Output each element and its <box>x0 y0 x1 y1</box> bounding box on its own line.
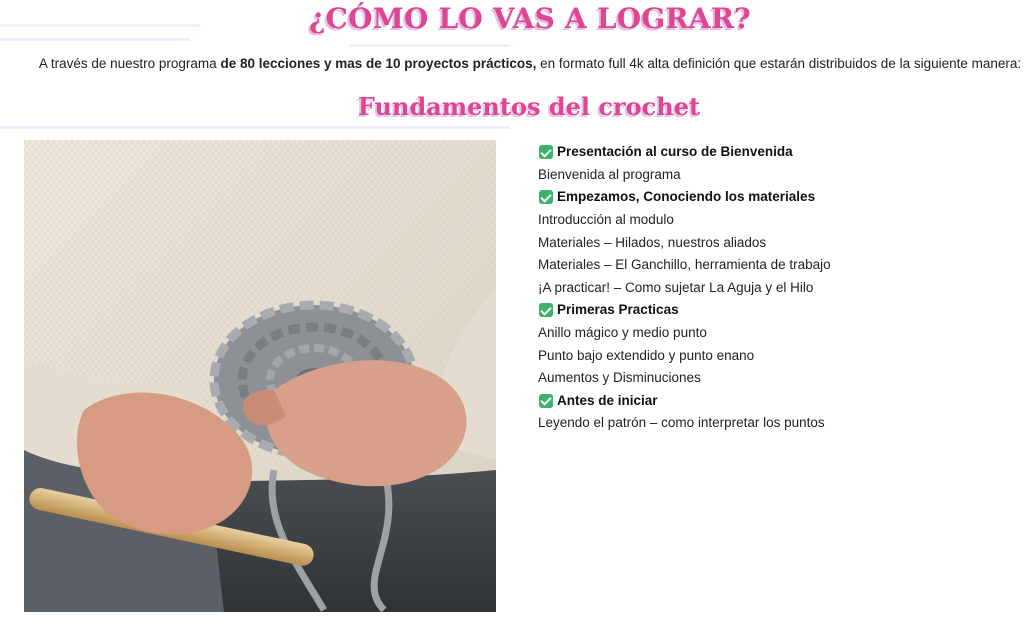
module-heading <box>538 186 1018 209</box>
lesson-item <box>538 322 1018 345</box>
lesson-item-label: ¡A practicar! – Como sujetar La Aguja y el Hilo <box>538 279 814 295</box>
check-box-icon <box>539 303 553 317</box>
module-heading-label: Empezamos, Conociendo los materiales <box>557 189 816 205</box>
intro-text-start: A través de nuestro programa <box>38 56 221 71</box>
ghost-line <box>0 38 190 41</box>
module-heading-label: Presentación al curso de Bienvenida <box>557 144 793 160</box>
lesson-item-label: Introducción al modulo <box>538 212 674 228</box>
lesson-item <box>538 344 1018 367</box>
lesson-list <box>538 141 1018 435</box>
lesson-item <box>538 277 1018 300</box>
section-title: Fundamentos del crochet <box>357 92 701 121</box>
module-heading <box>538 390 1018 413</box>
lesson-item-label: Materiales – El Ganchillo, herramienta de trabajo <box>538 257 831 273</box>
page-title: ¿CÓMO LO VAS A LOGRAR? <box>309 2 751 35</box>
intro-text-bold: de 80 lecciones y mas de 10 proyectos prácticos, <box>220 56 537 71</box>
lesson-item <box>538 367 1018 390</box>
lesson-item-label: Anillo mágico y medio punto <box>538 325 707 341</box>
check-box-icon <box>539 394 553 408</box>
check-box-icon <box>539 145 553 159</box>
lesson-item <box>538 412 1018 435</box>
module-heading-label: Primeras Practicas <box>557 302 679 318</box>
lesson-item-label: Materiales – Hilados, nuestros aliados <box>538 234 767 250</box>
crochet-photo <box>24 140 496 612</box>
intro-text-end: en formato full 4k alta definición que estarán distribuidos de la siguiente manera: <box>536 56 1022 71</box>
module-heading <box>538 299 1018 322</box>
lesson-item <box>538 164 1018 187</box>
lesson-item-label: Bienvenida al programa <box>538 166 681 182</box>
lesson-item-label: Aumentos y Disminuciones <box>538 370 701 386</box>
intro-text <box>0 56 1024 71</box>
module-heading <box>538 141 1018 164</box>
lesson-item <box>538 254 1018 277</box>
ghost-line <box>350 44 510 47</box>
lesson-item-label: Leyendo el patrón – como interpretar los puntos <box>538 415 825 431</box>
lesson-item <box>538 209 1018 232</box>
lesson-item <box>538 231 1018 254</box>
lesson-item-label: Punto bajo extendido y punto enano <box>538 347 755 363</box>
module-heading-label: Antes de iniciar <box>557 392 658 408</box>
ghost-line <box>0 126 510 129</box>
check-box-icon <box>539 190 553 204</box>
ghost-line <box>0 24 200 27</box>
